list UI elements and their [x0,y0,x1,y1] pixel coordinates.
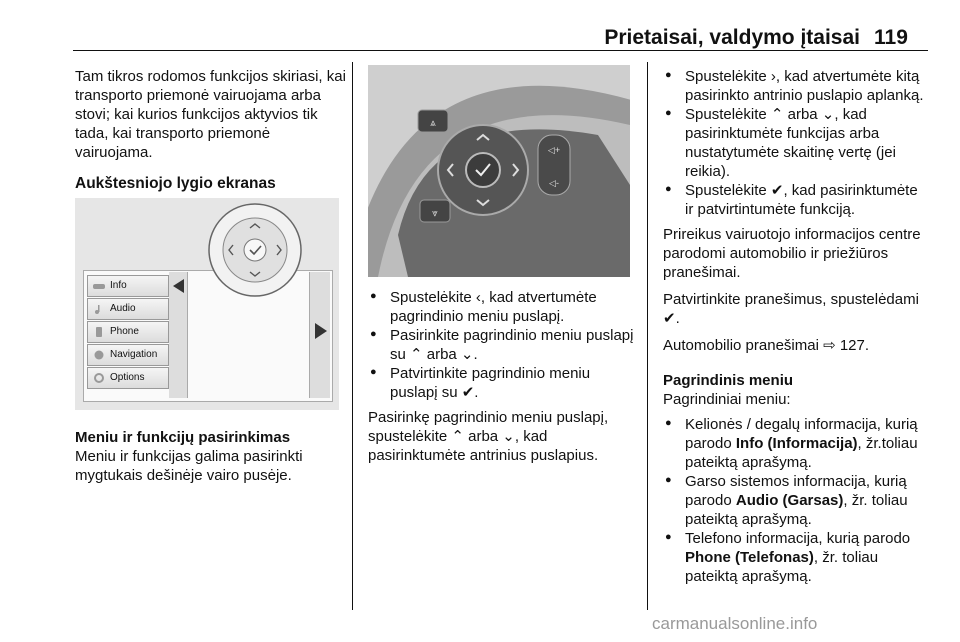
menu-item-phone: Phone [87,321,169,343]
submenu-paragraph: Pasirinkę pagrindinio meniu puslapį, spustelėkite ⌃ arba ⌄, kad pasirinktumėte antrinius puslapius. [368,409,609,464]
driver-info-paragraph: Prireikus vairuotojo informacijos centre parodomi automobilio ir priežiūros pranešimai. [663,226,921,281]
phone-icon [92,327,106,337]
menu-selection-body: Meniu ir funkcijas galima pasirinkti mygtukais dešinėje vairo pusėje. [75,448,303,484]
list-item: ● Pasirinkite pagrindinio meniu puslapį su ⌃ arba ⌄. [368,326,638,364]
page-number: 119 [874,26,908,49]
steering-wheel-illustration [368,65,630,277]
menu-item-info: Info [87,275,169,297]
list-item: ● Spustelėkite ›, kad atvertumėte kitą pasirinkto antrinio puslapio aplanką. [663,67,928,105]
steering-controls-callout [205,200,305,300]
list-item: ● Spustelėkite ⌃ arba ⌄, kad pasirinktumėte funkcijas arba nustatytumėte skaitinę vertę (jei reikia). [663,105,928,181]
subheading-menu-selection: Meniu ir funkcijų pasirinkimas [75,429,291,446]
main-menu-subtitle: Pagrindiniai meniu: [663,391,791,408]
column-2 [368,288,638,465]
list-item: ● Kelionės / degalų informacija, kurią parodo Info (Informacija), žr.toliau pateiktą aprašymą. [663,415,928,472]
svg-text:◁-: ◁- [549,178,559,188]
list-item: ● Spustelėkite ✔, kad pasirinktumėte ir patvirtintumėte funkciją. [663,181,928,219]
car-icon [92,281,106,291]
list-item: ● Telefono informacija, kurią parodo Phone (Telefonas), žr. toliau pateiktą aprašymą. [663,529,928,586]
column-1-lower [75,428,347,485]
watermark: carmanualsonline.info [652,614,818,633]
menu-item-options: Options [87,367,169,389]
menu-item-navigation: Navigation [87,344,169,366]
main-menu-heading: Pagrindinis meniu [663,372,794,389]
column-divider-1 [352,62,353,610]
left-triangle-icon [171,278,187,294]
menu-item-audio: Audio [87,298,169,320]
steering-wheel-figure [368,65,630,277]
right-triangle-icon [313,322,329,340]
svg-text:⩔: ⩔ [432,208,438,219]
compass-icon [92,350,106,360]
column-3 [663,67,928,586]
display-figure [75,198,339,410]
svg-text:◁+: ◁+ [547,145,561,155]
vehicle-messages-reference: Automobilio pranešimai ⇨ 127. [663,337,870,354]
section-heading-display: Aukštesniojo lygio ekranas [75,175,276,192]
list-item: ● Spustelėkite ‹, kad atvertumėte pagrindinio meniu puslapį. [368,288,638,326]
svg-text:⩓: ⩓ [430,118,436,129]
column-1 [75,67,347,193]
page-header-title: Prietaisai, valdymo įtaisai [604,26,860,49]
music-note-icon [92,304,106,314]
list-item: ● Garso sistemos informacija, kurią parodo Audio (Garsas), žr. toliau pateiktą aprašymą. [663,472,928,529]
intro-paragraph: Tam tikros rodomos funkcijos skiriasi, kai transporto priemonė vairuojama arba stovi; kai kurios funkcijos aktyvios tik tada, kai transporto priemonė vairuojama. [75,68,346,161]
column-divider-2 [647,62,648,610]
list-item: ● Patvirtinkite pagrindinio meniu puslapį su ✔. [368,364,638,402]
gear-icon [92,373,106,383]
confirm-messages-paragraph: Patvirtinkite pranešimus, spustelėdami ✔. [663,291,919,327]
header-rule [73,50,928,51]
